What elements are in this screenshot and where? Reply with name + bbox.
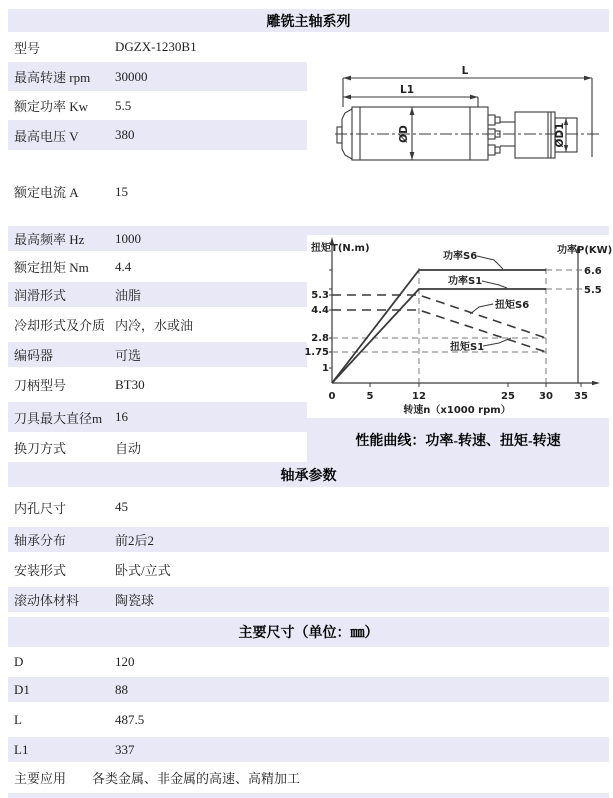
spec-label: 内孔尺寸 [14, 500, 67, 516]
spindle-drawing-graphic [307, 33, 609, 225]
spec-value: 1000 [115, 230, 141, 246]
spec-row-dim-l [8, 702, 609, 737]
spec-label: 刀具最大直径m [14, 410, 103, 426]
spec-value: 380 [115, 127, 135, 142]
x-tick-25: 25 [501, 391, 515, 402]
spec-value: BT30 [115, 376, 145, 392]
spec-value: 45 [115, 499, 128, 514]
x-tick-35: 35 [574, 391, 588, 402]
spec-row-rolling-material [8, 587, 609, 612]
spec-row-application [8, 762, 609, 793]
spec-label: 最高电压 V [14, 128, 79, 144]
spec-value: 16 [115, 409, 128, 424]
section-header-series-label: 雕铣主轴系列 [266, 14, 351, 30]
spec-value: 前2后2 [115, 533, 155, 548]
chart-left-axis-title: 扭矩T(N.m) [311, 243, 370, 254]
section-header-series [8, 9, 609, 32]
spindle-technical-drawing [307, 33, 609, 225]
left-tick-1-75: 1.75 [304, 347, 329, 358]
drawing-label-d1: ØD1 [554, 122, 566, 148]
right-tick-6-6: 6.6 [584, 266, 602, 277]
series-label-power-s1: 功率S1 [448, 276, 483, 287]
spec-value: 487.5 [115, 711, 145, 727]
spec-label: 主要应用 [14, 771, 67, 786]
spec-label: 滚动体材料 [14, 593, 80, 608]
right-tick-5-5: 5.5 [584, 285, 602, 296]
spec-value: 自动 [115, 440, 142, 456]
x-tick-5: 5 [366, 391, 374, 402]
spec-value: 卧式/立式 [115, 563, 171, 578]
spec-label: 最高频率 Hz [14, 232, 85, 247]
series-label-power-s6: 功率S6 [443, 251, 478, 262]
spec-label: 额定扭矩 Nm [14, 260, 89, 275]
section-header-dimensions [8, 617, 609, 647]
spec-label: 额定电流 A [14, 185, 79, 200]
spec-label: 刀柄型号 [14, 378, 67, 393]
drawing-label-l: L [461, 65, 469, 77]
spec-label: 型号 [14, 40, 41, 56]
left-tick-2-8: 2.8 [311, 333, 329, 344]
left-tick-1: 1 [322, 363, 329, 374]
x-tick-30: 30 [539, 391, 553, 402]
spec-label: 轴承分布 [14, 533, 67, 548]
performance-chart [304, 235, 613, 418]
spec-value: 4.4 [115, 258, 132, 274]
left-tick-4-4: 4.4 [311, 305, 329, 316]
spec-value: 5.5 [115, 97, 132, 113]
section-header-dimensions-label: 主要尺寸（单位：㎜） [238, 626, 379, 641]
spec-row-dim-l1 [8, 737, 609, 762]
series-label-torque-s6: 扭矩S6 [495, 300, 530, 311]
spec-value: 内冷，水或油 [115, 318, 194, 333]
spec-value: 88 [115, 681, 128, 697]
spec-value: 各类金属、非金属的高速、高精加工 [92, 771, 301, 786]
spec-value: 陶瓷球 [115, 593, 155, 608]
spec-row-bearing-distribution [8, 527, 609, 552]
spec-row-mounting [8, 552, 609, 587]
spec-label: D1 [14, 681, 30, 697]
section-header-bearing-label: 轴承参数 [280, 468, 337, 484]
spec-row-dim-d1 [8, 677, 609, 702]
spec-row-bore-size [8, 487, 609, 527]
spec-label: L [14, 711, 22, 727]
spec-value: 15 [115, 183, 128, 199]
drawing-label-d: ØD [398, 125, 410, 143]
x-tick-0: 0 [328, 391, 336, 402]
section-header-bearing [8, 462, 609, 487]
spec-label: 编码器 [14, 348, 54, 363]
bottom-row-strip [8, 793, 609, 798]
spec-value: 337 [115, 741, 135, 757]
chart-caption-text: 性能曲线：功率-转速、扭矩-转速 [355, 434, 561, 449]
spec-label: 换刀方式 [14, 440, 67, 456]
left-tick-5-3: 5.3 [311, 290, 329, 301]
drawing-label-l1: L1 [400, 84, 414, 96]
spec-value: 可选 [115, 348, 142, 363]
chart-x-axis-title: 转速n（x1000 rpm） [403, 405, 511, 416]
series-torque-s1-line [332, 310, 546, 352]
spec-label: 润滑形式 [14, 288, 67, 303]
spec-value: 油脂 [115, 288, 142, 303]
spec-value: 30000 [115, 68, 148, 84]
spec-label: 额定功率 Kw [14, 99, 89, 114]
series-label-torque-s1: 扭矩S1 [450, 342, 485, 353]
spec-label: 最高转速 rpm [14, 70, 91, 85]
spec-value: 120 [115, 654, 135, 669]
spec-label: 冷却形式及介质 [14, 318, 106, 333]
chart-right-axis-title: 功率P(KW) [557, 245, 613, 256]
x-tick-12: 12 [412, 391, 426, 402]
performance-chart-graphic [304, 235, 613, 418]
spec-label: L1 [14, 741, 29, 757]
spec-label: 安装形式 [14, 563, 67, 578]
spec-value: DGZX-1230B1 [115, 39, 197, 54]
spec-label: D [14, 654, 24, 669]
spec-row-dim-d [8, 647, 609, 677]
chart-caption [307, 418, 609, 462]
